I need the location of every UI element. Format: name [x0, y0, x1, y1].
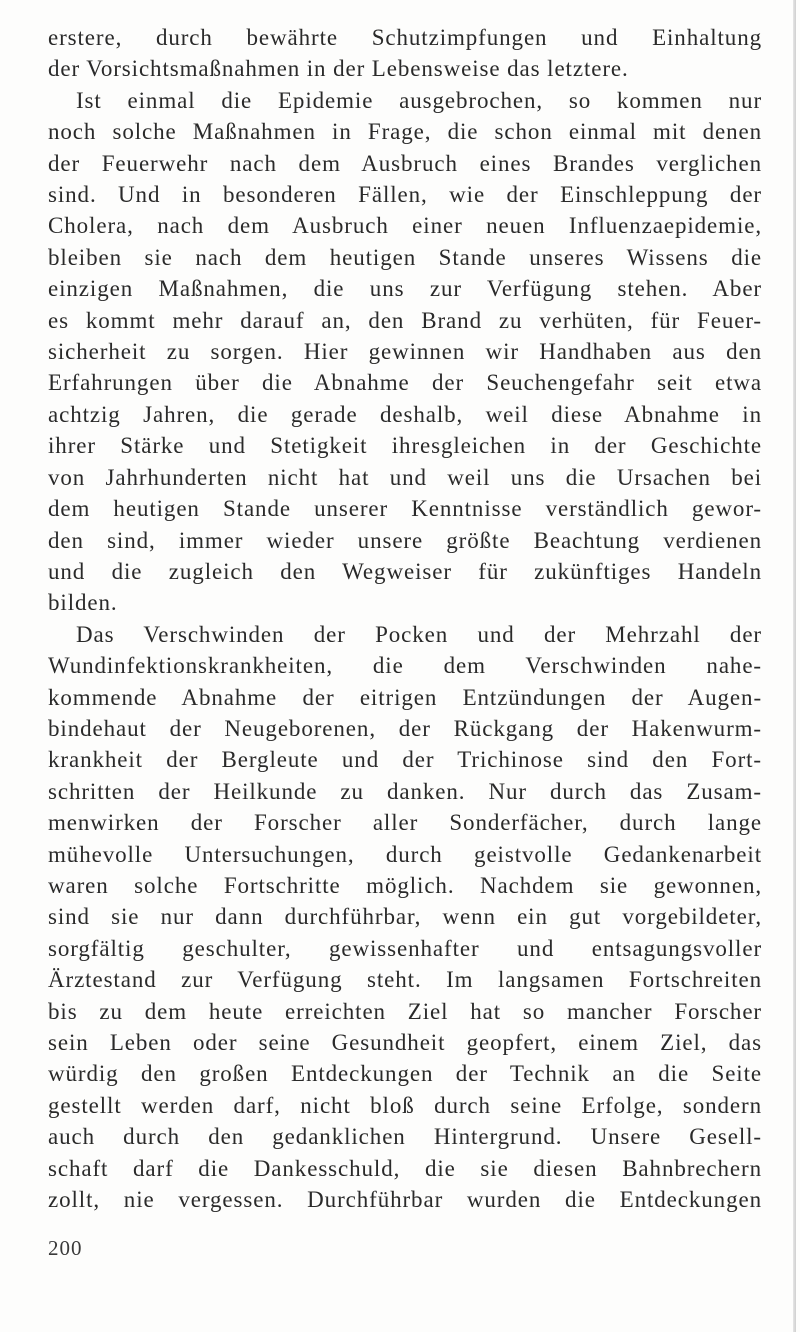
text-line: Cholera, nach dem Ausbruch einer neuen Influenzaepidemie, [48, 213, 762, 239]
page-number: 200 [48, 1236, 83, 1260]
text-line: Wundinfektionskrankheiten, die dem Verschwinden nahe- [48, 653, 762, 679]
text-line: dem heutigen Stande unserer Kenntnisse verständlich gewor- [48, 496, 762, 522]
text-line: es kommt mehr darauf an, den Brand zu verhüten, für Feuer- [48, 307, 762, 333]
text-line: zollt, nie vergessen. Durchführbar wurden die Entdeckungen [48, 1187, 762, 1213]
text-line: von Jahrhunderten nicht hat und weil uns die Ursachen bei [48, 464, 762, 490]
body-text [48, 22, 762, 1215]
text-line: der Vorsichtsmaßnahmen in der Lebensweise das letztere. [48, 56, 629, 82]
text-line: achtzig Jahren, die gerade deshalb, weil diese Abnahme in [48, 401, 762, 427]
text-line: Das Verschwinden der Pocken und der Mehrzahl der [76, 621, 762, 647]
text-line: würdig den großen Entdeckungen der Technik an die Seite [48, 1061, 762, 1087]
text-line: bis zu dem heute erreichten Ziel hat so mancher Forscher [48, 998, 762, 1024]
text-line: Erfahrungen über die Abnahme der Seuchengefahr seit etwa [48, 370, 762, 396]
text-line: Ärztestand zur Verfügung steht. Im langsamen Fortschreiten [48, 967, 762, 993]
text-line: gestellt werden darf, nicht bloß durch seine Erfolge, sondern [48, 1092, 762, 1118]
text-line: noch solche Maßnahmen in Frage, die schon einmal mit denen [48, 119, 762, 145]
text-line: kommende Abnahme der eitrigen Entzündungen der Augen- [48, 684, 762, 710]
text-line: bleiben sie nach dem heutigen Stande unseres Wissens die [48, 244, 762, 270]
text-line: sind. Und in besonderen Fällen, wie der Einschleppung der [48, 182, 762, 208]
text-line: Ist einmal die Epidemie ausgebrochen, so kommen nur [76, 87, 762, 113]
text-line: waren solche Fortschritte möglich. Nachdem sie gewonnen, [48, 872, 762, 898]
text-line: sein Leben oder seine Gesundheit geopfert, einem Ziel, das [48, 1030, 762, 1055]
text-line: sind sie nur dann durchführbar, wenn ein gut vorgebildeter, [48, 904, 762, 930]
text-line: schritten der Heilkunde zu danken. Nur durch das Zusam- [48, 778, 762, 804]
text-line: ihrer Stärke und Stetigkeit ihresgleichen in der Geschichte [48, 433, 762, 459]
text-line: der Feuerwehr nach dem Ausbruch eines Brandes verglichen [48, 150, 762, 176]
text-line: sorgfältig geschulter, gewissenhafter und entsagungsvoller [48, 935, 762, 961]
text-line: bilden. [48, 590, 118, 616]
text-line: bindehaut der Neugeborenen, der Rückgang der Hakenwurm- [48, 715, 762, 741]
text-line: auch durch den gedanklichen Hintergrund. Unsere Gesell- [48, 1124, 762, 1150]
text-line: krankheit der Bergleute und der Trichinose sind den Fort- [48, 747, 762, 773]
text-line: einzigen Maßnahmen, die uns zur Verfügung stehen. Aber [48, 276, 762, 302]
page-edge-shadow [793, 0, 796, 1332]
text-line: den sind, immer wieder unsere größte Beachtung verdienen [48, 527, 762, 553]
text-line: und die zugleich den Wegweiser für zukünftiges Handeln [48, 558, 762, 584]
text-line: mühevolle Untersuchungen, durch geistvolle Gedankenarbeit [48, 841, 762, 867]
text-line: erstere, durch bewährte Schutzimpfungen und Einhaltung [48, 25, 762, 50]
text-line: menwirken der Forscher aller Sonderfächer, durch lange [48, 810, 762, 836]
text-line: sicherheit zu sorgen. Hier gewinnen wir Handhaben aus den [48, 339, 762, 365]
text-line: schaft darf die Dankesschuld, die sie diesen Bahnbrechern [48, 1155, 762, 1181]
